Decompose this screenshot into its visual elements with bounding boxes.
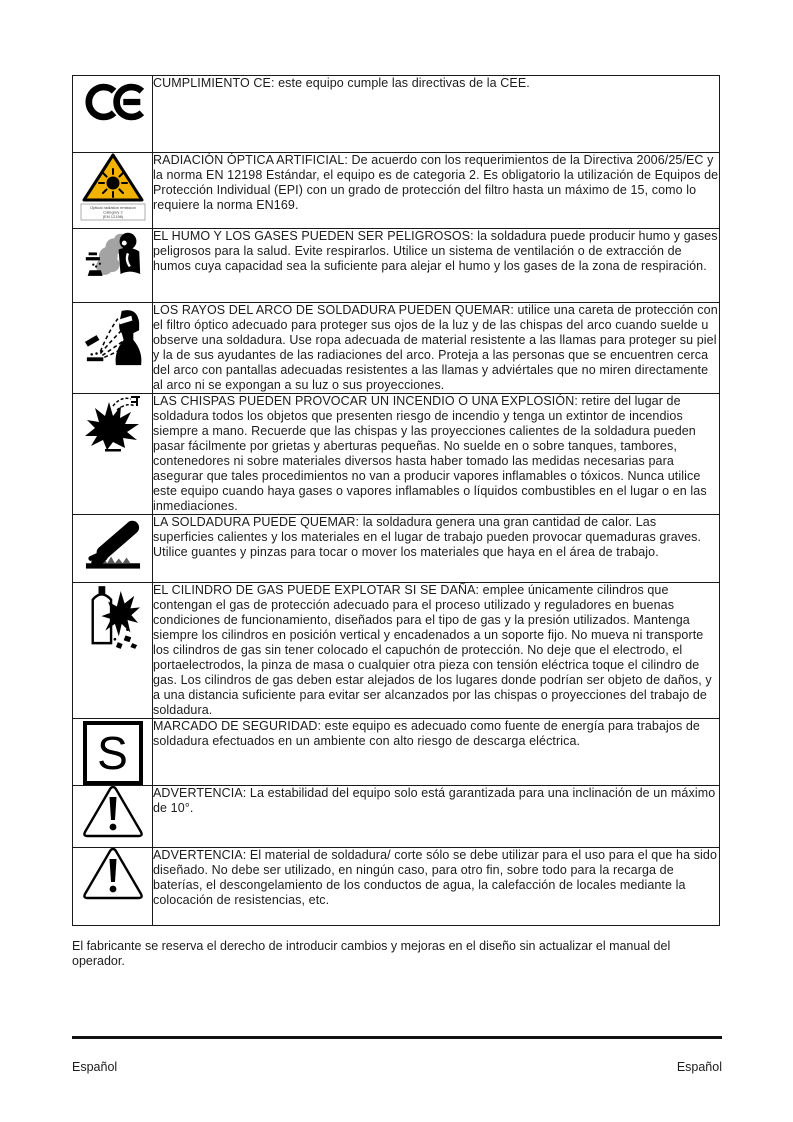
page-content [72, 75, 720, 969]
footer-divider [72, 1036, 722, 1039]
s-mark-label: S [97, 727, 128, 779]
table-row [73, 303, 720, 394]
gas-cylinder-icon [85, 583, 141, 655]
warning-text: EL CILINDRO DE GAS PUEDE EXPLOTAR SI SE DAÑA: emplee únicamente cilindros que contengan el gas de protección adecuado para el proceso utilizado y reguladores en buenas condiciones de funcionamiento, diseñados para el tipo de gas y la presión utilizados. Mantenga siempre los cilindros en posición vertical y encadenados a un soporte fijo. No mueva ni transporte los cilindros de gas sin tener colocado el capuchón de protección. No deje que el electrodo, el portaelectrodos, la pinza de masa o cualquier otra pieza con tensión eléctrica toque el cilindro de gas. Los cilindros de gas deben estar alejados de los lugares donde podrían ser objeto de daños, y a una distancia suficiente para evitar ser alcanzados por las chispas o proyecciones del trabajo de soldadura. [153, 583, 720, 719]
table-row [73, 76, 720, 153]
table-row [73, 583, 720, 719]
warning-cell [73, 786, 153, 848]
table-row [73, 848, 720, 926]
s-mark-cell [73, 719, 153, 786]
radiation-cell [73, 153, 153, 229]
s-mark-icon [83, 721, 143, 785]
radiation-caption-line1: Optical radiation emission [89, 205, 136, 210]
warning-text: ADVERTENCIA: El material de soldadura/ corte sólo se debe utilizar para el uso para el que ha sido diseñado. No debe ser utilizado, en ningún caso, para otro fin, sobre todo para la recarga de baterías, el descongelamiento de los conductos de agua, la calefacción de locales mediante la colocación de resistencias, etc. [153, 848, 720, 926]
optical-radiation-icon [80, 151, 146, 221]
radiation-caption-line2: Category 2 [102, 209, 123, 215]
hot-surface-cell [73, 515, 153, 583]
warning-text: RADIACIÓN ÓPTICA ARTIFICIAL: De acuerdo con los requerimientos de la Directiva 2006/25/EC y la norma EN 12198 Estándar, el equipo es de categoria 2. Es obligatorio la utilización de Equipos de Protección Individual (EPI) con un grado de protección del filtro hasta un máximo de 15, como lo requiere la norma EN169. [153, 153, 720, 229]
ce-cell [73, 76, 153, 153]
warning-text: LA SOLDADURA PUEDE QUEMAR: la soldadura genera una gran cantidad de calor. Las superficies calientes y los materiales en el lugar de trabajo pueden provocar quemaduras graves. Utilice guantes y pinzas para tocar o mover los materiales que haya en el área de trabajo. [153, 515, 720, 583]
fire-cell [73, 394, 153, 515]
warning-text: EL HUMO Y LOS GASES PUEDEN SER PELIGROSOS: la soldadura puede producir humo y gases peligrosos para la salud. Evite respirarlos. Utilice un sistema de ventilación o de extracción de humos cuya capacidad sea la suficiente para alejar el humo y los gases de la zona de respiración. [153, 229, 720, 303]
fire-explosion-icon [83, 394, 143, 452]
ce-mark-icon [79, 82, 147, 122]
warning-text: LOS RAYOS DEL ARCO DE SOLDADURA PUEDEN QUEMAR: utilice una careta de protección con el filtro óptico adecuado para proteger sus ojos de la luz y de las chispas del arco cuando suelde u observe una soldadura. Use ropa adecuada de material resistente a las llamas para proteger su piel y la de sus ayudantes de las radiaciones del arco. Proteja a las personas que se encuentren cerca del arco con pantallas adecuadas resistentes a las llamas y adviértales que no miren directamente al arco ni se expongan a su luz o sus proyecciones. [153, 303, 718, 392]
warning-triangle-icon [82, 846, 144, 902]
warning-text: CUMPLIMIENTO CE: este equipo cumple las directivas de la CEE. [153, 76, 720, 153]
footer-language-right: Español [676, 1060, 722, 1074]
warning-triangle-icon [82, 784, 144, 840]
table-row [73, 394, 720, 515]
gas-cylinder-cell [73, 583, 153, 719]
warning-text: LAS CHISPAS PUEDEN PROVOCAR UN INCENDIO O UNA EXPLOSIÓN: retire del lugar de soldadura todos los objetos que presenten riesgo de incendio y tenga un extintor de incendios siempre a mano. Recuerde que las chispas y las proyecciones calientes de la soldadura pueden pasar fácilmente por grietas y aberturas pequeñas. No suelde en o sobre tanques, tambores, contenedores ni sobre materiales diversos hasta haber tomado las medidas necesarias para asegurar que tales procedimientos no van a producir vapores inflamables o tóxicos. Nunca utilice este equipo cuando haya gases o vapores inflamables o líquidos combustibles en el lugar o en las inmediaciones. [153, 394, 720, 515]
table-row [73, 153, 720, 229]
manufacturer-disclaimer: El fabricante se reserva el derecho de introducir cambios y mejoras en el diseño sin actualizar el manual del operador. [72, 939, 671, 968]
fumes-cell [73, 229, 153, 303]
radiation-caption-line3: (EN 12198) [102, 214, 123, 219]
table-row [73, 515, 720, 583]
fumes-hazard-icon [83, 229, 143, 289]
footer-language-left: Español [72, 1060, 118, 1074]
page-footer [72, 1060, 722, 1074]
warning-text: MARCADO DE SEGURIDAD: este equipo es adecuado como fuente de energía para trabajos de soldadura efectuados en un ambiente con alto riesgo de descarga eléctrica. [153, 719, 720, 786]
table-row [73, 719, 720, 786]
table-row [73, 229, 720, 303]
arc-rays-icon [83, 303, 143, 371]
arc-rays-cell [73, 303, 153, 394]
table-row [73, 786, 720, 848]
warning-text: ADVERTENCIA: La estabilidad del equipo solo está garantizada para una inclinación de un máximo de 10°. [153, 786, 720, 848]
safety-warnings-table [72, 75, 720, 926]
warning-cell [73, 848, 153, 926]
hot-surface-icon [82, 515, 144, 571]
